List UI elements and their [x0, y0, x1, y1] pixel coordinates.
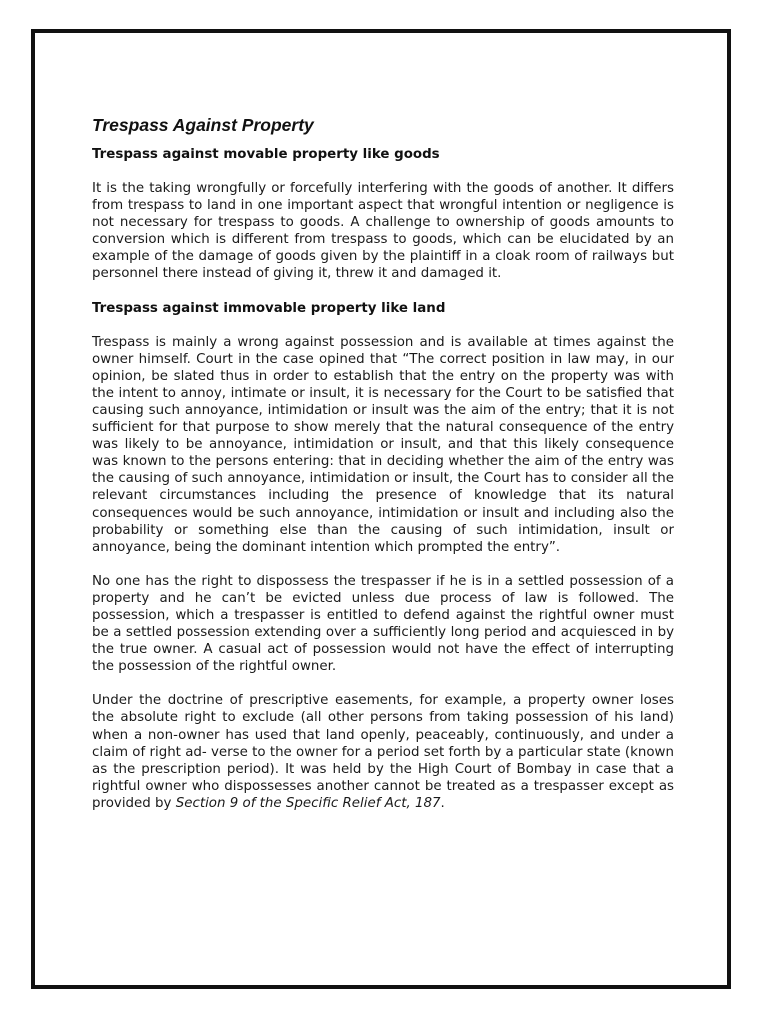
statute-citation: Section 9 of the Specific Relief Act, 187 — [175, 795, 441, 811]
paragraph-text: Under the doctrine of prescriptive easements, for example, a property owner loses the absolute right to exclude (all other persons from taking possession of his land) when a non-owner has used that land openly, peaceably, continuously, and under a claim of right ad- verse to the owner for a period set forth by a particular state (known as the prescription period). It was held by the High Court of Bombay in case that a rightful owner who dispossesses another cannot be treated as a trespasser except as provided by — [92, 693, 674, 811]
paragraph-possession: Trespass is mainly a wrong against possession and is available at times against the owner himself. Court in the case opined that “The correct position in law may, in our opinion, be slated thus in order to establish that the entry on the property was with the intent to annoy, intimate or insult, it is necessary for the Court to be satisfied that causing such annoyance, intimidation or insult was the aim of the entry; that it is not sufficient for that purpose to show merely that the natural consequence of the entry was likely to be annoyance, intimidation or insult, and that this likely consequence was known to the persons entering: that in deciding whether the aim of the entry was the causing of such annoyance, intimidation or insult, the Court has to consider all the relevant circumstances including the presence of knowledge that its natural consequences would be such annoyance, intimidation or insult and including also the probability or something else than the causing of such intimidation, insult or annoyance, being the dominant intention which prompted the entry”. — [92, 334, 674, 555]
paragraph-movable-goods: It is the taking wrongfully or forcefully interfering with the goods of another. It differs from trespass to land in one important aspect that wrongful intention or negligence is not necessary for trespass to goods. A challenge to ownership of goods amounts to conversion which is different from trespass to goods, which can be elucidated by an example of the damage of goods given by the plaintiff in a cloak room of railways but personnel there instead of giving it, threw it and damaged it. — [92, 181, 674, 282]
spacer — [92, 556, 674, 573]
document-body — [92, 112, 674, 812]
spacer — [92, 163, 674, 180]
paragraph-prescriptive-easements — [92, 692, 674, 812]
spacer — [92, 317, 674, 334]
paragraph-end: . — [440, 795, 445, 811]
section-heading-immovable: Trespass against immovable property like land — [92, 300, 446, 316]
section-heading-movable: Trespass against movable property like goods — [92, 147, 440, 162]
spacer — [92, 283, 674, 300]
spacer — [92, 675, 674, 692]
paragraph-settled-possession: No one has the right to dispossess the trespasser if he is in a settled possession of a property and he can’t be evicted unless due process of law is followed. The possession, which a trespasser is entitled to defend against the rightful owner must be a settled possession extending over a sufficiently long period and acquiesced in by the true owner. A casual act of possession would not have the effect of interrupting the possession of the rightful owner. — [92, 573, 674, 675]
document-title: Trespass Against Property — [92, 115, 314, 135]
